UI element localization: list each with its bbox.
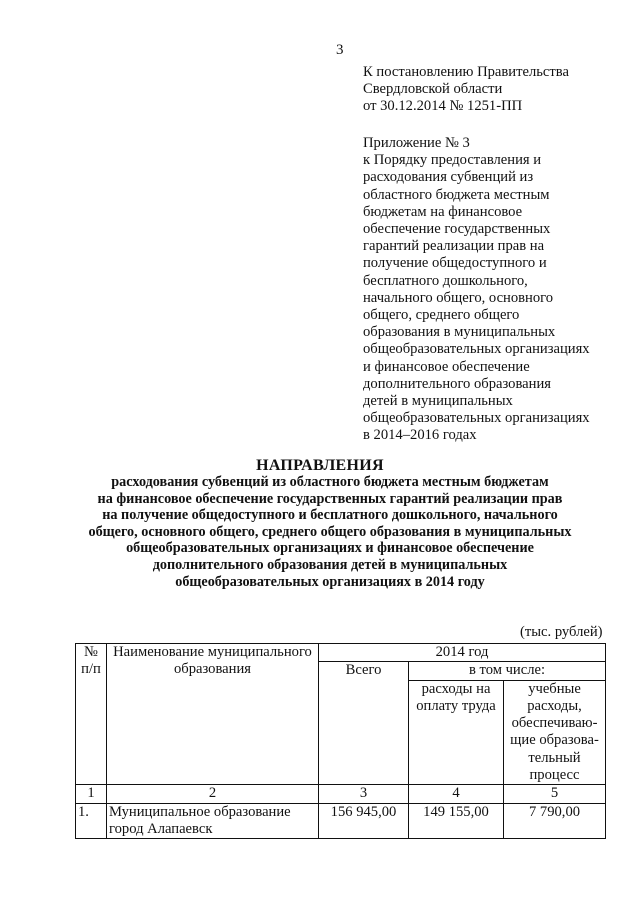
reference-line: К постановлению Правительства: [363, 64, 569, 80]
document-title: НАПРАВЛЕНИЯ: [256, 457, 384, 474]
table-header-row: [76, 644, 606, 662]
reference-line: от 30.12.2014 № 1251-ПП: [363, 98, 523, 115]
document-subtitle: [50, 474, 610, 590]
column-number: 2: [107, 785, 319, 803]
header-num: № п/п: [76, 644, 107, 785]
header-year: 2014 год: [319, 644, 606, 662]
row-num: 1.: [76, 803, 107, 839]
header-including: в том числе:: [409, 662, 606, 680]
subsidy-table: [75, 643, 606, 839]
annex-line: образования в муниципальных: [363, 324, 556, 341]
row-educational: 7 790,00: [504, 803, 606, 839]
annex-line: гарантий реализации прав на: [363, 238, 545, 255]
annex-line: бюджетам на финансовое: [363, 203, 523, 220]
annex-line: бесплатного дошкольного,: [363, 272, 528, 289]
row-labor: 149 155,00: [409, 803, 504, 839]
table-row: [76, 803, 606, 839]
annex-line: к Порядку предоставления и: [363, 152, 542, 169]
annex-line: обеспечение государственных: [363, 221, 551, 238]
annex-line: в 2014–2016 годах: [363, 427, 477, 444]
header-labor: расходы на оплату труда: [409, 680, 504, 785]
row-municipality: Муниципальное образование город Алапаевск: [107, 803, 319, 839]
subtitle-line: общеобразовательных организациях в 2014 году: [175, 573, 485, 590]
annex-line: расходования субвенций из: [363, 169, 534, 186]
column-number: 1: [76, 785, 107, 803]
annex-line: общеобразовательных организациях: [363, 341, 590, 358]
header-total: Всего: [319, 662, 409, 785]
annex-line: получение общедоступного и: [363, 255, 547, 272]
row-total: 156 945,00: [319, 803, 409, 839]
annex-reference: [363, 135, 628, 445]
column-number: 3: [319, 785, 409, 803]
units-note: (тыс. рублей): [520, 624, 603, 640]
annex-line: дополнительного образования: [363, 375, 551, 392]
subtitle-line: общеобразовательных организациях и финансовое обеспечение: [126, 540, 534, 557]
page-number: 3: [336, 42, 344, 58]
header-municipality: Наименование муниципального образования: [107, 644, 319, 785]
subtitle-line: на получение общедоступного и бесплатного дошкольного, начального: [102, 507, 558, 524]
subtitle-line: на финансовое обеспечение государственных гарантий реализации прав: [97, 490, 563, 507]
annex-line: Приложение № 3: [363, 135, 470, 151]
annex-line: областного бюджета местным: [363, 186, 550, 203]
subtitle-line: общего, основного общего, среднего общего образования в муниципальных: [88, 523, 572, 540]
annex-line: начального общего, основного: [363, 289, 554, 306]
annex-line: и финансовое обеспечение: [363, 358, 530, 375]
reference-line: Свердловской области: [363, 81, 503, 98]
resolution-reference: [363, 64, 628, 116]
annex-line: общего, среднего общего: [363, 307, 520, 324]
annex-line: детей в муниципальных: [363, 393, 513, 410]
subtitle-line: дополнительного образования детей в муниципальных: [152, 556, 508, 573]
subtitle-line: расходования субвенций из областного бюджета местным бюджетам: [111, 474, 549, 490]
column-number: 4: [409, 785, 504, 803]
column-number: 5: [504, 785, 606, 803]
annex-line: общеобразовательных организациях: [363, 410, 590, 427]
column-number-row: [76, 785, 606, 803]
header-educational: учебные расходы, обеспечиваю- щие образова- тельный процесс: [504, 680, 606, 785]
